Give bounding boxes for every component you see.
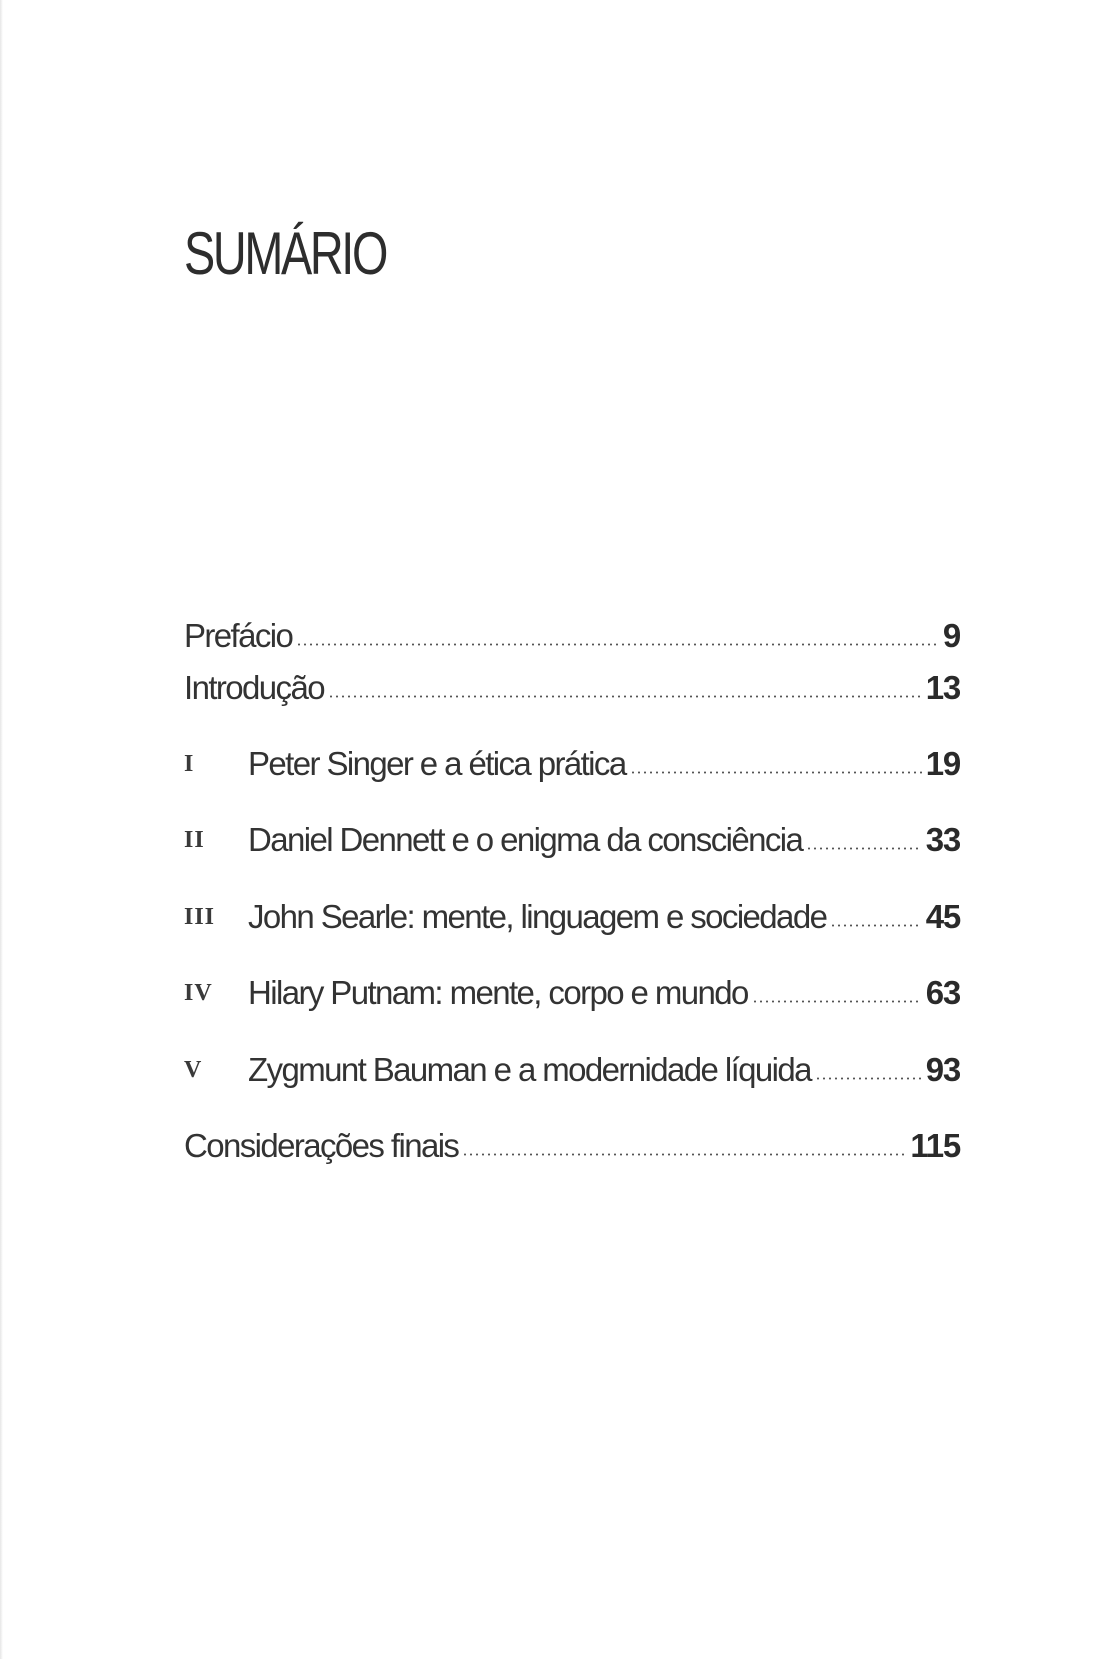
dot-leader [296,643,939,646]
chapter-number: IV [184,980,213,1006]
chapter-number: III [184,904,216,930]
toc-page-number: 19 [925,745,960,782]
toc-page-number: 93 [925,1051,960,1088]
toc-page-number: 45 [925,898,960,935]
toc-entry-introducao[interactable] [184,664,960,704]
dot-leader [830,924,921,927]
toc-page-number: 33 [925,821,960,858]
page-title: SUMÁRIO [184,220,387,287]
toc-entry-title: Hilary Putnam: mente, corpo e mundo [248,974,748,1011]
toc-chapter-4[interactable] [184,969,960,1009]
toc-chapter-3[interactable] [184,893,960,933]
chapter-number: I [184,751,195,777]
toc-entry-consideracoes-finais[interactable] [184,1122,960,1162]
dot-leader [630,771,922,774]
toc-chapter-2[interactable] [184,816,960,856]
toc-entry-title: John Searle: mente, linguagem e sociedade [248,898,827,935]
toc-entry-title: Peter Singer e a ética prática [248,745,626,782]
dot-leader [815,1077,922,1080]
toc-page-number: 63 [925,974,960,1011]
dot-leader [806,847,921,850]
dot-leader [462,1153,906,1156]
toc-chapter-1[interactable] [184,740,960,780]
toc-entry-title: Introdução [184,669,324,706]
toc-entry-title: Daniel Dennett e o enigma da consciência [248,821,803,858]
page-edge-shadow [0,0,3,1659]
toc-page-number: 115 [910,1127,960,1164]
toc-page-number: 13 [925,669,960,706]
toc-entry-title: Prefácio [184,617,293,654]
dot-leader [752,1000,922,1003]
toc-chapter-5[interactable] [184,1046,960,1086]
toc-page-number: 9 [942,617,960,654]
chapter-number: II [184,827,205,853]
toc-entry-title: Considerações finais [184,1127,459,1164]
toc-entry-prefacio[interactable] [184,612,960,652]
toc-entry-title: Zygmunt Bauman e a modernidade líquida [248,1051,811,1088]
chapter-number: V [184,1057,203,1083]
dot-leader [328,695,922,698]
